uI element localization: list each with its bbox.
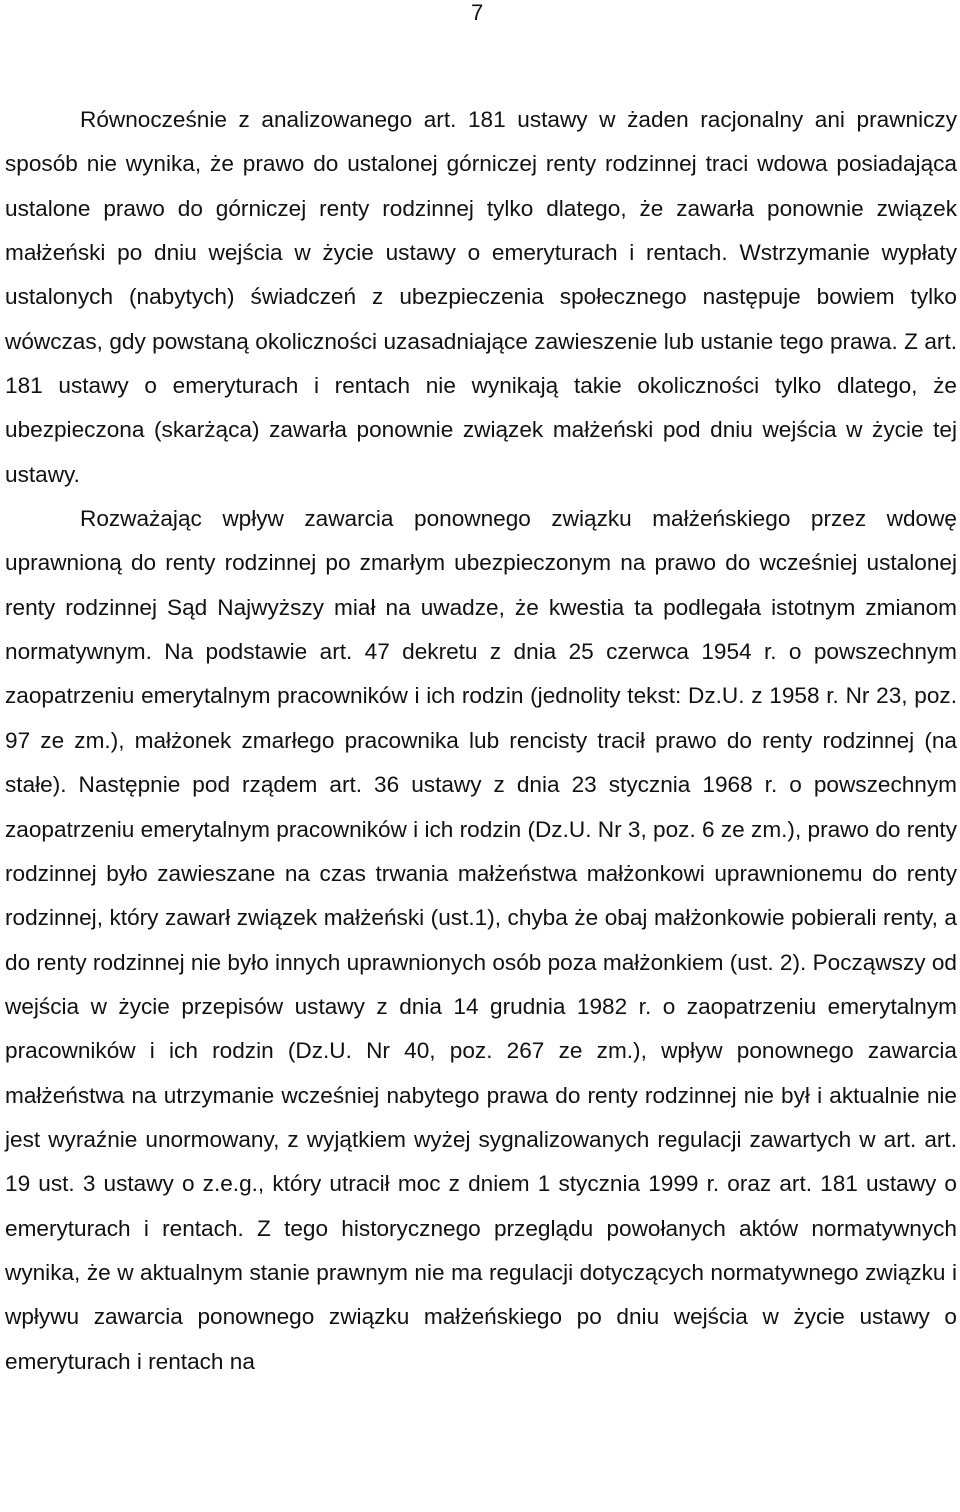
paragraph-1: Równocześnie z analizowanego art. 181 ustawy w żaden racjonalny ani prawniczy sposób nie wynika, że prawo do ustalonej górniczej renty rodzinnej traci wdowa posiadająca ustalone prawo do górniczej renty rodzinnej tylko dlatego, że zawarła ponownie związek małżeński po dniu wejścia w życie ustawy o emeryturach i rentach. Wstrzymanie wypłaty ustalonych (nabytych) świadczeń z ubezpieczenia społecznego następuje bowiem tylko wówczas, gdy powstaną okoliczności uzasadniające zawieszenie lub ustanie tego prawa. Z art. 181 ustawy o emeryturach i rentach nie wynikają takie okoliczności tylko dlatego, że ubezpieczona (skarżąca) zawarła ponownie związek małżeński pod dniu wejścia w życie tej ustawy. bbox=[5, 107, 957, 487]
paragraph-2: Rozważając wpływ zawarcia ponownego związku małżeńskiego przez wdowę uprawnioną do renty rodzinnej po zmarłym ubezpieczonym na prawo do wcześniej ustalonej renty rodzinnej Sąd Najwyższy miał na uwadze, że kwestia ta podlegała istotnym zmianom normatywnym. Na podstawie art. 47 dekretu z dnia 25 czerwca 1954 r. o powszechnym zaopatrzeniu emerytalnym pracowników i ich rodzin (jednolity tekst: Dz.U. z 1958 r. Nr 23, poz. 97 ze zm.), małżonek zmarłego pracownika lub rencisty tracił prawo do renty rodzinnej (na stałe). Następnie pod rządem art. 36 ustawy z dnia 23 stycznia 1968 r. o powszechnym zaopatrzeniu emerytalnym pracowników i ich rodzin (Dz.U. Nr 3, poz. 6 ze zm.), prawo do renty rodzinnej było zawieszane na czas trwania małżeństwa małżonkowi uprawnionemu do renty rodzinnej, który zawarł związek małżeński (ust.1), chyba że obaj małżonkowie pobierali renty, a do renty rodzinnej nie było innych uprawnionych osób poza małżonkiem (ust. 2). Począwszy od wejścia w życie przepisów ustawy z dnia 14 grudnia 1982 r. o zaopatrzeniu emerytalnym pracowników i ich rodzin (Dz.U. Nr 40, poz. 267 ze zm.), wpływ ponownego zawarcia małżeństwa na utrzymanie wcześniej nabytego prawa do renty rodzinnej nie był i aktualnie nie jest wyraźnie unormowany, z wyjątkiem wyżej sygnalizowanych regulacji zawartych w art. art. 19 ust. 3 ustawy o z.e.g., który utracił moc z dniem 1 stycznia 1999 r. oraz art. 181 ustawy o emeryturach i rentach. Z tego historycznego przeglądu powołanych aktów normatywnych wynika, że w aktualnym stanie prawnym nie ma regulacji dotyczących normatywnego związku i wpływu zawarcia ponownego związku małżeńskiego po dniu wejścia w życie ustawy o emeryturach i rentach na bbox=[5, 506, 957, 1374]
page-number: 7 bbox=[471, 0, 484, 25]
document-body bbox=[5, 98, 957, 1384]
